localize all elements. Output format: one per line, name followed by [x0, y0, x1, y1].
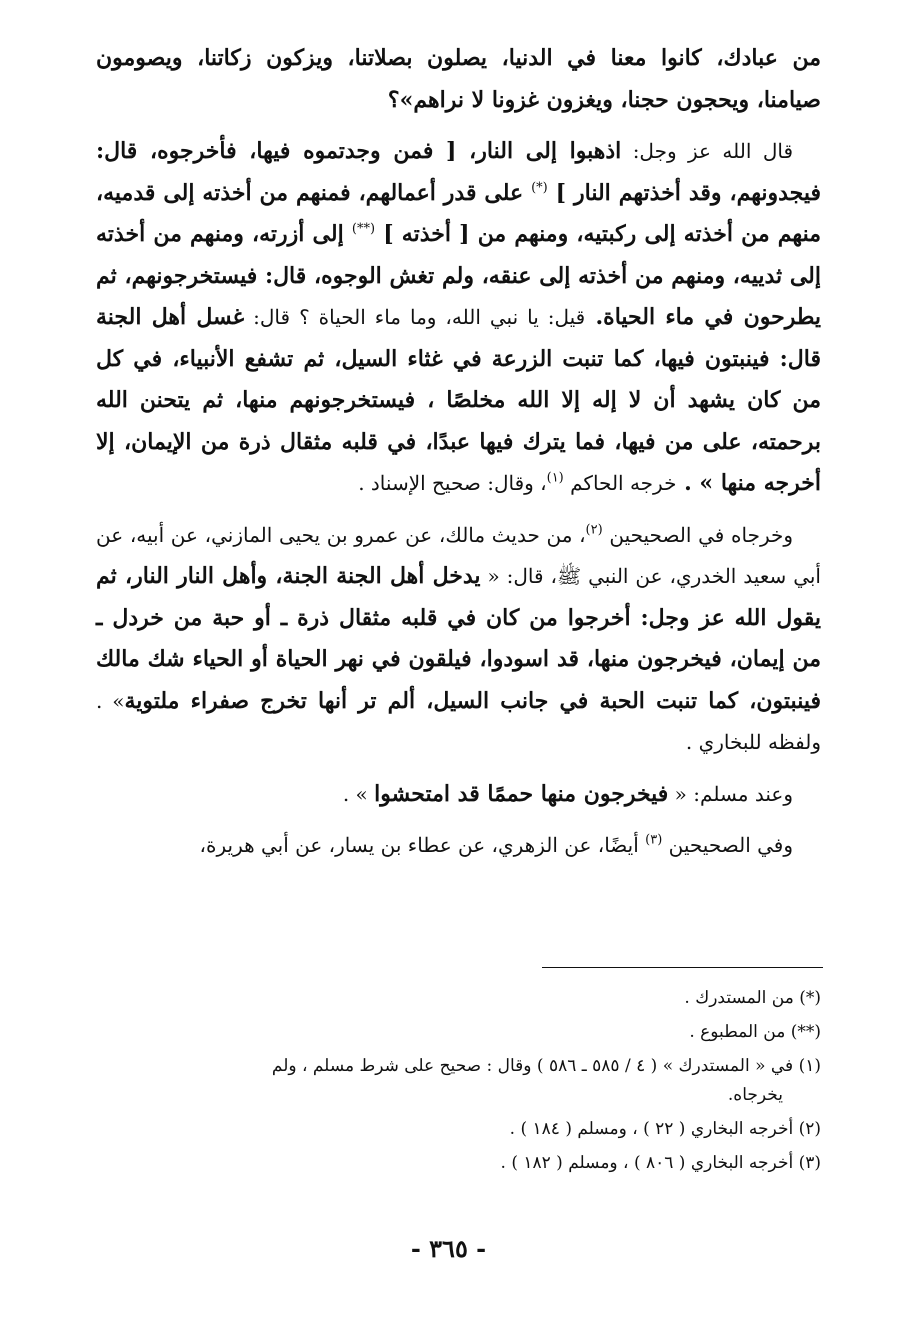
footnote: [96, 984, 821, 1013]
quoted-text: إلى أزرته، ومنهم من أخذته إلى ثدييه، ومنهم من أخذته إلى عنقه، ولم تغش الوجوه، قال: فيستخرجونهم، ثم يطرحون في ماء الحياة.: [96, 221, 822, 330]
footnote-text: من المطبوع .: [689, 1022, 786, 1042]
quoted-text: فيخرجون منها حممًا قد امتحشوا: [374, 780, 669, 807]
footnote-ref: (٣): [645, 832, 663, 848]
quoted-text: اذهبوا إلى النار، [ فمن وجدتموه فيها، فأخرجوه، قال: فيجدونهم، وقد أخذتهم النار ]: [96, 138, 821, 206]
footnote-ref: (٢): [585, 522, 603, 538]
footnote-ref: (**): [351, 221, 376, 237]
paragraph: [96, 774, 821, 816]
page-number: - ٣٦٥ -: [410, 1234, 487, 1263]
narration-text: وفي الصحيحين: [662, 833, 793, 857]
footnote: [96, 1149, 821, 1178]
footnote: [96, 1018, 821, 1047]
narration-text: وعند مسلم: «: [668, 781, 793, 806]
narration-text: قيل: يا نبي الله، وما ماء الحياة ؟ قال:: [244, 305, 586, 329]
footnote-continuation: يخرجاه.: [727, 1085, 783, 1105]
footnote: [96, 1115, 821, 1144]
footnote-mark: (١): [798, 1056, 821, 1076]
footnote-mark: (**): [790, 1022, 821, 1042]
narration-text: ، من حديث مالك، عن عمرو بن يحيى المازني، عن أبيه، عن أبي سعيد الخدري، عن النبي ﷺ، قال: «: [96, 522, 821, 588]
paragraph: [96, 131, 821, 505]
narration-text: وخرجاه في الصحيحين: [602, 522, 793, 547]
footnote: [96, 1052, 821, 1110]
quoted-text: يدخل أهل الجنة الجنة، وأهل النار النار، ثم يقول الله عز وجل: أخرجوا من كان في قلبه مثقال ذرة ـ أو حبة من خردل ـ من إيمان، فيخرجون منها، قد اسودوا، فيلقون في نهر الحياة أو الحياء شك مالك فينبتون، كما تنبت الحبة في جانب السيل، ألم تر أنها تخرج صفراء ملتوية: [96, 563, 821, 714]
footnote-mark: (٢): [798, 1119, 821, 1139]
footnote-ref: (*): [531, 180, 548, 196]
paragraph: [96, 38, 821, 121]
footnote-text: من المستدرك .: [684, 988, 794, 1008]
quoted-text: غسل أهل الجنة قال: فينبتون فيها، كما تنبت الزرعة في غثاء السيل، ثم تشفع الأنبياء، في كل من كان يشهد أن لا إله إلا الله مخلصًا ، فيستخرجونهم منها، ثم يتحنن الله برحمته، على من فيها، فما يترك فيها عبدًا، في قلبه مثقال ذرة من الإيمان، إلا أخرجه منها » .: [96, 304, 821, 496]
footnotes: [96, 984, 821, 1183]
narration-text: ، وقال: صحيح الإسناد .: [358, 471, 547, 495]
footnote-mark: (*): [799, 988, 821, 1008]
narration-text: » .: [342, 781, 375, 806]
footnote-ref: (١): [546, 470, 564, 486]
paragraph: [96, 825, 821, 867]
footnote-text: أخرجه البخاري ( ٢٢ ) ، ومسلم ( ١٨٤ ) .: [509, 1119, 794, 1139]
paragraph: [96, 515, 821, 764]
narration-text: أيضًا، عن الزهري، عن عطاء بن يسار، عن أبي هريرة،: [199, 833, 646, 857]
footnote-mark: (٣): [798, 1153, 821, 1173]
footnote-text: في « المستدرك » ( ٤ / ٥٨٥ ـ ٥٨٦ ) وقال : صحيح على شرط مسلم ، ولم: [271, 1056, 794, 1076]
narration-text: قال الله عز وجل:: [621, 139, 793, 163]
narration-text: خرجه الحاكم: [563, 471, 677, 495]
footnote-text: أخرجه البخاري ( ٨٠٦ ) ، ومسلم ( ١٨٢ ) .: [500, 1153, 794, 1173]
narration-text: » . ولفظه للبخاري .: [96, 688, 821, 754]
quoted-text: على قدر أعمالهم، فمنهم من أخذته إلى قدميه، منهم من أخذته إلى ركبتيه، ومنهم من [ أخذته ]: [96, 179, 821, 247]
main-text: [96, 38, 821, 877]
footnote-separator: [542, 967, 823, 968]
quoted-text: من عبادك، كانوا معنا في الدنيا، يصلون بصلاتنا، ويزكون زكاتنا، ويصومون صيامنا، ويحجون حجنا، ويغزون غزونا لا نراهم»؟: [96, 45, 821, 113]
